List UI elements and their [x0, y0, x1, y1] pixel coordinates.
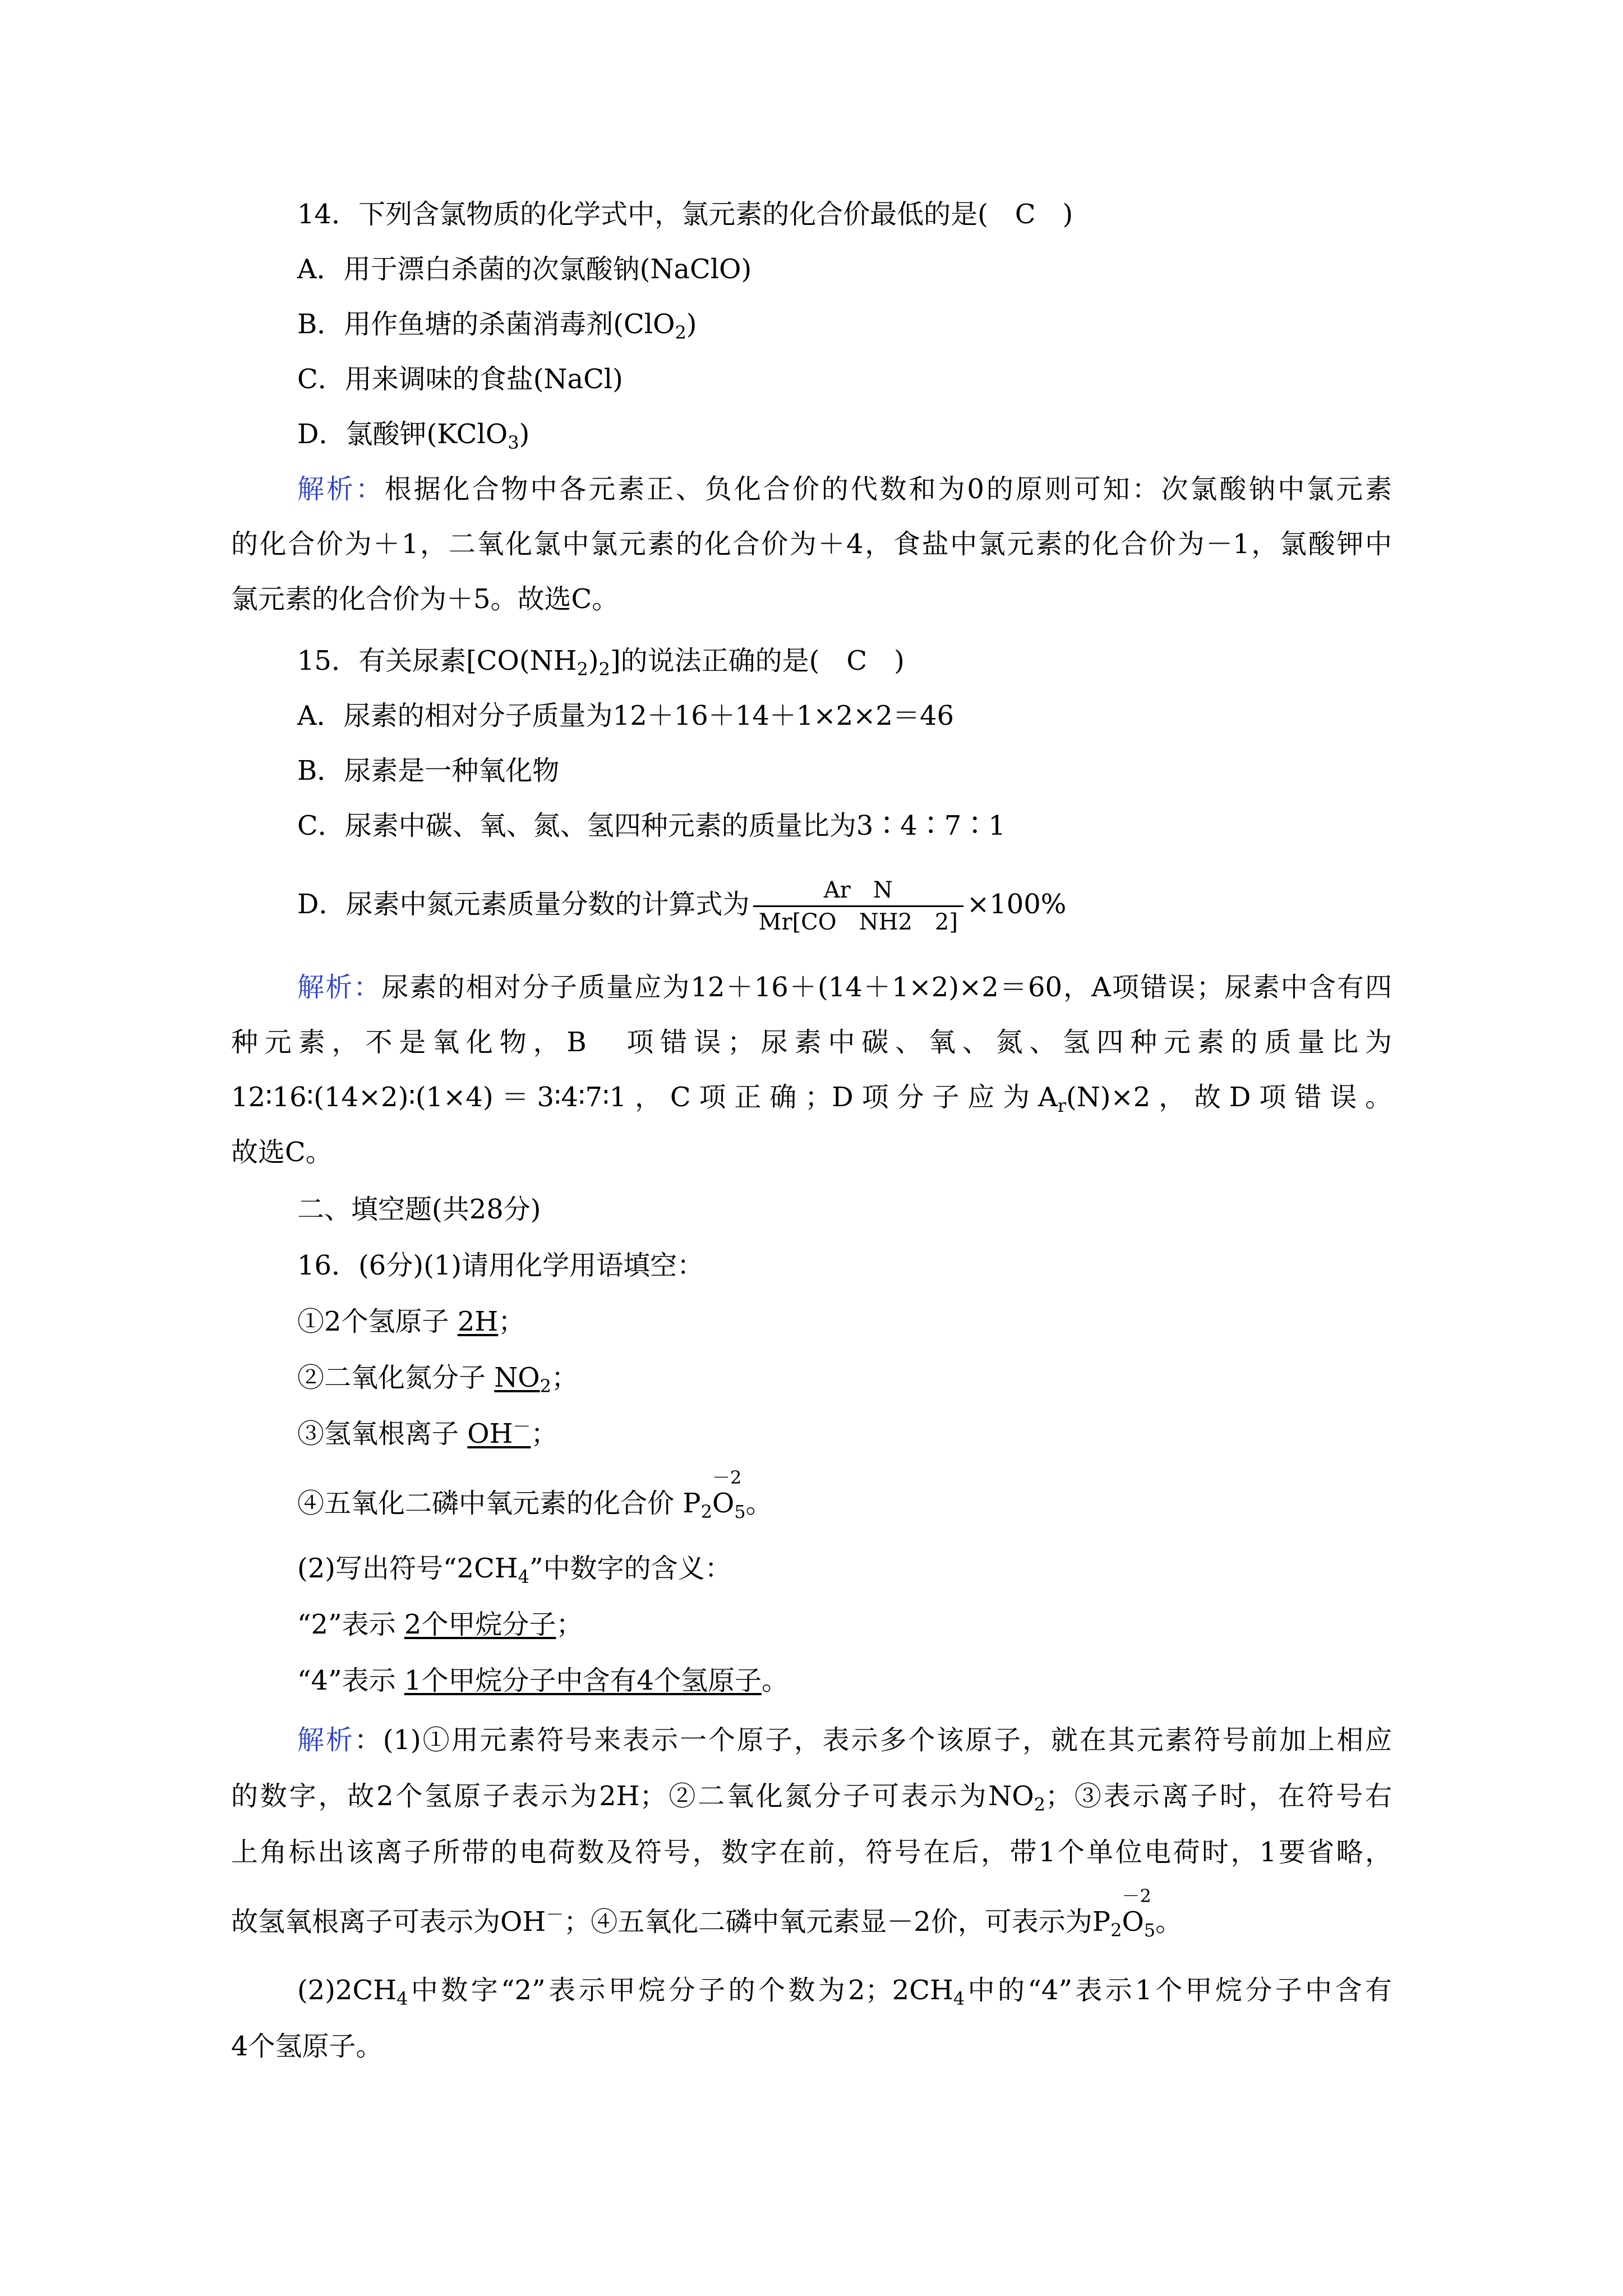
- q16-analysis-line-1: 解析：(1)①用元素符号来表示一个原子，表示多个该原子，就在其元素符号前加上相应: [297, 1724, 1392, 1756]
- q16-item-4: ④五氧化二磷中氧元素的化合价 $P_2$ －2 $O_5$。: [297, 1467, 773, 1522]
- q16-analysis-line-3: 上角标出该离子所带的电荷数及符号，数字在前，符号在后，带1个单位电荷时，1要省略，: [231, 1837, 1392, 1868]
- valence-mark: －2 O: [1122, 1885, 1151, 1938]
- analysis-label: 解析：: [297, 473, 385, 505]
- q16-analysis-line-5: $(2)2CH_4$中数字“2”表示甲烷分子的个数为2；$2CH_4$中的“4”表示1个甲烷分子中含有: [297, 1975, 1392, 2009]
- q16-item-3: ③氢氧根离子 OH－；: [297, 1416, 558, 1450]
- q15-stem: 15．有关尿素$[CO(NH_2)_2]$的说法正确的是( C ): [297, 645, 905, 680]
- q15-option-c: C．尿素中碳、氧、氮、氢四种元素的质量比为3∶4∶7∶1: [297, 810, 1006, 841]
- q15-analysis-line-3: 12∶16∶(14×2)∶(1×4)＝3∶4∶7∶1，C项正确；D项分子应为$A_r(N)\times 2$，故D项错误。: [231, 1082, 1392, 1116]
- q15-analysis-line-2: 种元素，不是氧化物，B 项错误；尿素中碳、氧、氮、氢四种元素的质量比为: [231, 1027, 1392, 1058]
- q16-analysis-line-4: 故氢氧根离子可表示为OH－；④五氧化二磷中氧元素显－2价，可表示为$P_2$ －2 $O_5$。: [231, 1885, 1183, 1941]
- q15-option-a: A．尿素的相对分子质量为12＋16＋14＋1×2×2＝46: [297, 700, 955, 731]
- q14-option-b: B．用作鱼塘的杀菌消毒剂(ClO$_2$): [297, 309, 697, 343]
- answer-blank: $NO_2$: [494, 1362, 551, 1397]
- answer-blank: 2个甲烷分子: [404, 1609, 556, 1640]
- q14-option-d: D．氯酸钾(KClO$_3$): [297, 418, 530, 453]
- q14-option-a: A．用于漂白杀菌的次氯酸钠(NaClO): [297, 254, 752, 285]
- q15-analysis-line-1: 解析：尿素的相对分子质量应为12＋16＋(14＋1×2)×2＝60，A项错误；尿素中含有四: [297, 972, 1392, 1003]
- analysis-label: 解析：: [297, 972, 382, 1003]
- q14-analysis-line-2: 的化合价为＋1，二氧化氯中氯元素的化合价为＋4，食盐中氯元素的化合价为－1，氯酸钾中: [231, 528, 1392, 560]
- q15-analysis-line-4: 故选C。: [231, 1137, 333, 1168]
- q16-analysis-line-6: 4个氢原子。: [231, 2031, 383, 2062]
- section-heading: 二、填空题(共28分): [297, 1194, 541, 1225]
- analysis-label: 解析: [297, 1724, 354, 1756]
- q14-option-c: C．用来调味的食盐(NaCl): [297, 364, 623, 395]
- valence-mark: －2 O: [712, 1467, 742, 1519]
- answer-blank: 1个甲烷分子中含有4个氢原子: [404, 1665, 762, 1696]
- mass-fraction-formula: $\frac{\text{Ar N}}{\text{Mr[CO NH2 2]}}$: [753, 875, 963, 937]
- q16-analysis-line-2: 的数字，故2个氢原子表示为2H；②二氧化氮分子可表示为$NO_2$；③表示离子时，在符号右: [231, 1780, 1392, 1815]
- q16-meaning-4: “4”表示 1个甲烷分子中含有4个氢原子。: [297, 1665, 789, 1696]
- q14-analysis-line-1: 解析：根据化合物中各元素正、负化合价的代数和为0的原则可知：次氯酸钠中氯元素: [297, 473, 1392, 505]
- answer-blank: OH－: [467, 1416, 531, 1450]
- q16-stem: 16．(6分)(1)请用化学用语填空：: [297, 1250, 704, 1281]
- q14-analysis-line-3: 氯元素的化合价为＋5。故选C。: [231, 583, 619, 615]
- answer-blank: 2H: [457, 1306, 499, 1337]
- q14-stem: 14．下列含氯物质的化学式中，氯元素的化合价最低的是( C ): [297, 199, 1073, 230]
- q16-item-2: ②二氧化氮分子 $NO_2$；: [297, 1362, 579, 1397]
- q16-meaning-2: “2”表示 2个甲烷分子；: [297, 1609, 583, 1640]
- q15-option-d: D．尿素中氮元素质量分数的计算式为 $\frac{\text{Ar N}}{\text{Mr[CO NH2 2]}}$ ×100%: [297, 875, 1392, 937]
- q16-item-1: ①2个氢原子 2H；: [297, 1306, 525, 1337]
- q15-option-b: B．尿素是一种氧化物: [297, 755, 560, 786]
- q16-part-2: (2)写出符号“$2CH_4$”中数字的含义：: [297, 1553, 732, 1588]
